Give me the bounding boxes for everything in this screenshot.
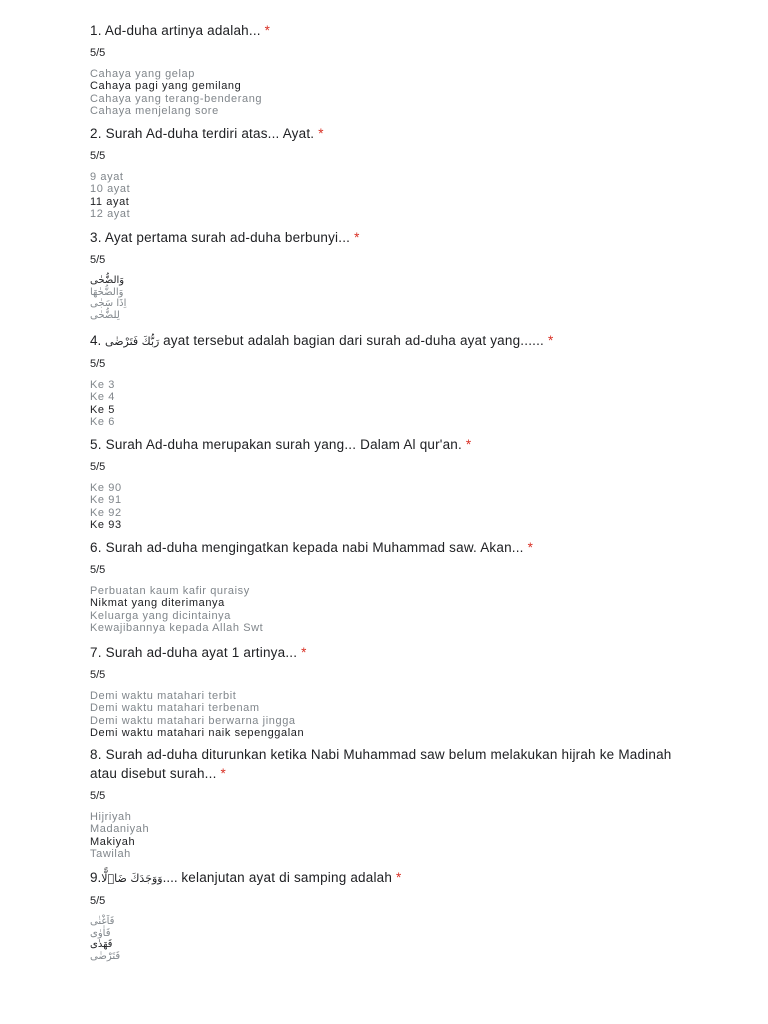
option-list: [90, 379, 680, 428]
question-title: 1. Ad-duha artinya adalah... *: [90, 23, 271, 38]
option: Ke 6: [90, 415, 116, 428]
option: 12 ayat: [90, 207, 131, 220]
option-selected: Cahaya pagi yang gemilang: [90, 80, 242, 93]
option-selected: Ke 5: [90, 403, 116, 416]
option-selected: Demi waktu matahari naik sepenggalan: [90, 726, 305, 739]
option-list: [90, 690, 680, 739]
option: Ke 90: [90, 482, 122, 494]
option: فَتَرْضٰى: [90, 950, 121, 962]
option-list: [90, 585, 680, 634]
option-list: [90, 68, 680, 117]
arabic-verse: وَوَجَدَكَ ضَاۤلًّا: [101, 872, 163, 885]
option-list: [90, 916, 680, 962]
arabic-verse: رَبُّكَ فَتَرْضٰى: [105, 335, 160, 348]
required-mark: *: [465, 437, 472, 452]
option-selected: Nikmat yang diterimanya: [90, 597, 225, 610]
option: Tawilah: [90, 847, 131, 860]
option-list: [90, 482, 680, 531]
question-title: 3. Ayat pertama surah ad-duha berbunyi... *: [90, 230, 360, 245]
required-mark: *: [396, 870, 402, 885]
question-score: 5/5: [90, 358, 106, 370]
question-score: 5/5: [90, 564, 106, 576]
option: اِذَا سَجٰى: [90, 298, 127, 309]
option: Keluarga yang dicintainya: [90, 609, 231, 622]
option: 9 ayat: [90, 171, 124, 183]
question-9: [90, 868, 680, 962]
option-list: [90, 811, 680, 860]
option-selected: فَهَدٰى: [90, 939, 113, 950]
option: Ke 91: [90, 494, 122, 507]
option: Cahaya yang terang-benderang: [90, 92, 263, 105]
question-title: 9.وَوَجَدَكَ ضَاۤلًّا.... kelanjutan ayat di samping adalah *: [90, 870, 402, 885]
option: Hijriyah: [90, 811, 132, 823]
option-selected: Ke 93: [90, 518, 122, 531]
question-3: [90, 228, 680, 321]
option: Ke 3: [90, 379, 116, 391]
required-mark: *: [318, 126, 324, 141]
question-6: [90, 538, 680, 634]
required-mark: *: [220, 766, 226, 781]
question-title: 5. Surah Ad-duha merupakan surah yang... Dalam Al qur'an. *: [90, 437, 472, 452]
question-title: 8. Surah ad-duha diturunkan ketika Nabi Muhammad saw belum melakukan hijrah ke Madinah atau disebut surah... *: [90, 747, 672, 781]
option: فَاٰوٰى: [90, 927, 111, 939]
option: وَالضُّحٰهَا: [90, 286, 124, 298]
option-selected: وَالضُّحٰى: [90, 275, 125, 286]
option: لِلضُّحٰى: [90, 309, 120, 321]
option: Demi waktu matahari terbenam: [90, 702, 260, 715]
option: Ke 92: [90, 506, 122, 519]
option-selected: Makiyah: [90, 835, 136, 848]
option: Madaniyah: [90, 823, 150, 836]
option: Perbuatan kaum kafir quraisy: [90, 585, 250, 597]
option: Ke 4: [90, 391, 116, 404]
required-mark: *: [527, 540, 534, 555]
required-mark: *: [547, 333, 554, 348]
question-title: 2. Surah Ad-duha terdiri atas... Ayat. *: [90, 126, 324, 141]
question-2: [90, 124, 680, 220]
question-title: 4. رَبُّكَ فَتَرْضٰى ayat tersebut adalah bagian dari surah ad-duha ayat yang...... *: [90, 333, 554, 348]
option: Cahaya menjelang sore: [90, 104, 219, 117]
question-title: 7. Surah ad-duha ayat 1 artinya... *: [90, 645, 307, 660]
question-score: 5/5: [90, 150, 106, 162]
question-score: 5/5: [90, 461, 106, 473]
question-5: [90, 435, 680, 531]
question-title: 6. Surah ad-duha mengingatkan kepada nabi Muhammad saw. Akan... *: [90, 540, 534, 555]
required-mark: *: [354, 230, 360, 245]
question-4: [90, 331, 680, 428]
option: Cahaya yang gelap: [90, 68, 195, 80]
required-mark: *: [264, 23, 271, 38]
option-selected: 11 ayat: [90, 195, 130, 208]
option-list: [90, 275, 680, 321]
option: Demi waktu matahari terbit: [90, 690, 237, 702]
required-mark: *: [301, 645, 307, 660]
option: Kewajibannya kepada Allah Swt: [90, 621, 264, 634]
question-score: 5/5: [90, 47, 106, 59]
question-7: [90, 643, 680, 739]
question-score: 5/5: [90, 790, 106, 802]
question-8: [90, 745, 680, 860]
question-score: 5/5: [90, 669, 106, 681]
option-list: [90, 171, 680, 220]
option: فَاَغْنٰى: [90, 916, 115, 927]
question-score: 5/5: [90, 254, 106, 266]
question-1: [90, 21, 680, 117]
option: Demi waktu matahari berwarna jingga: [90, 714, 296, 727]
question-score: 5/5: [90, 895, 106, 907]
option: 10 ayat: [90, 183, 131, 196]
